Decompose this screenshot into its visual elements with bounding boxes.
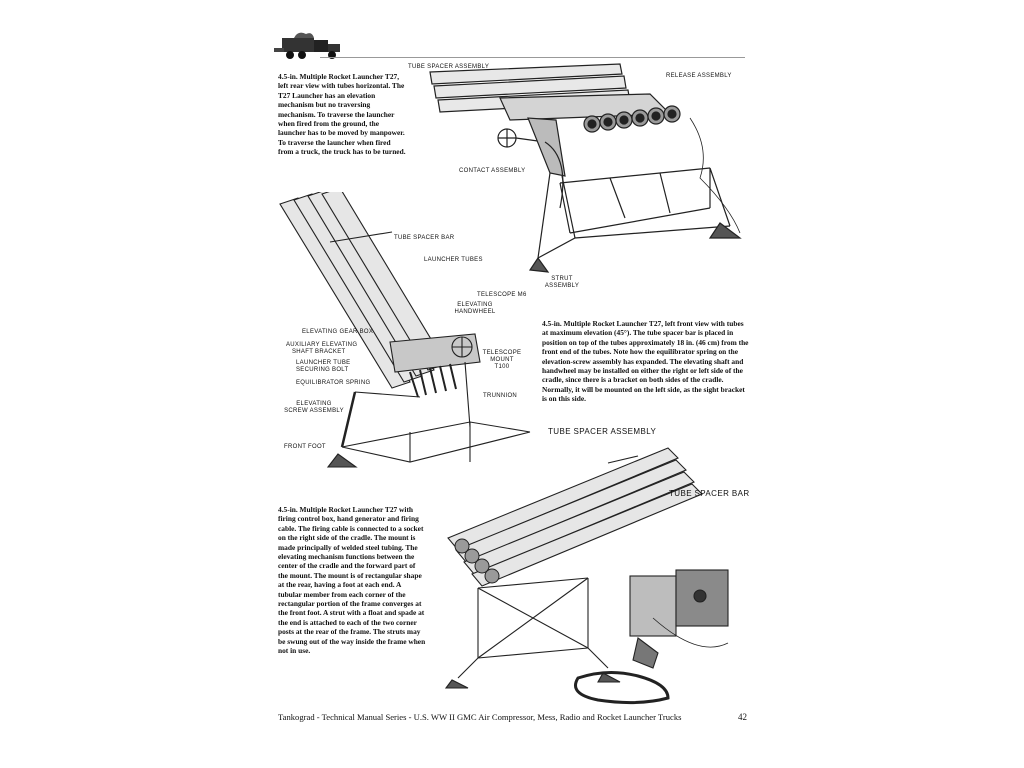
caption-figure-3: 4.5-in. Multiple Rocket Launcher T27 with firing control box, hand generator and firing cable. The firing cable is connected to a socket on the right side of the cradle. The mount is made principally of welded steel tubing. The elevating mechanism functions between the center of the cradle and the forward part of the mount. The mount is of rectangular shape at the rear, having a foot at each end. A tubular member from each corner of the rectangular portion of the frame converges at the front foot. A strut with a float and spade at the end is attached to each of the two corner posts at the rear of the frame. The struts may be swung out of the way inside the frame when not in use.	[278, 505, 426, 656]
footer-series-title: Tankograd - Technical Manual Series - U.S. WW II GMC Air Compressor, Mess, Radio and Rocket Launcher Trucks	[278, 712, 682, 722]
label-tube-spacer-assembly-3: TUBE SPACER ASSEMBLY	[548, 427, 657, 436]
label-mount-line-1: TELESCOPE	[482, 350, 522, 356]
label-auxiliary-elevating-shaft-bracket	[286, 342, 357, 356]
label-bolt-line-1: LAUNCHER TUBE	[296, 360, 351, 366]
label-telescope-m6: TELESCOPE M6	[477, 292, 527, 298]
label-release-assembly: RELEASE ASSEMBLY	[666, 73, 732, 79]
page-number: 42	[738, 712, 747, 722]
label-screw-line-1: ELEVATING	[296, 401, 332, 407]
label-mount-line-2: MOUNT	[490, 357, 514, 363]
label-bolt-line-2: SECURING BOLT	[296, 367, 349, 373]
caption-figure-2: 4.5-in. Multiple Rocket Launcher T27, left front view with tubes at maximum elevation (45°). The tube spacer bar is placed in position on top of the tubes approximately 18 in. (46 cm) from the front end of the tubes. Note how the equilibrator spring on the elevation-screw assembly has expanded. The elevating shaft and handwheel may be installed on either the right or left side of the cradle, since there is a bracket on both sides of the cradle. Normally, it will be mounted on the left side, as the sight bracket is on this side.	[542, 319, 749, 404]
caption-figure-1: 4.5-in. Multiple Rocket Launcher T27, left rear view with tubes horizontal. The T27 Launcher has an elevation mechanism but no traversing mechanism. To traverse the launcher when fired from the ground, the launcher has to be moved by manpower. To traverse the launcher when fired from a truck, the truck has to be turned.	[278, 72, 406, 157]
label-launcher-tube-securing-bolt	[296, 360, 350, 374]
label-trunnion: TRUNNION	[483, 393, 518, 399]
label-strut-assembly	[543, 276, 581, 290]
label-tube-spacer-bar-3: TUBE SPACER BAR	[669, 489, 750, 498]
label-tube-spacer-bar-2: TUBE SPACER BAR	[394, 235, 455, 241]
label-elevating-handwheel-line-2: HANDWHEEL	[454, 309, 496, 315]
label-aux-line-2: SHAFT BRACKET	[292, 349, 346, 355]
label-strut-line-2: ASSEMBLY	[544, 283, 580, 289]
label-tube-spacer-assembly: TUBE SPACER ASSEMBLY	[408, 64, 490, 70]
label-elevating-gear-box: ELEVATING GEAR BOX	[302, 329, 374, 335]
label-front-foot: FRONT FOOT	[284, 444, 326, 450]
label-equilibrator-spring: EQUILIBRATOR SPRING	[296, 380, 371, 386]
label-strut-line-1: STRUT	[551, 276, 573, 282]
label-aux-line-1: AUXILIARY ELEVATING	[286, 342, 358, 348]
label-elevating-screw-assembly	[284, 401, 344, 415]
label-launcher-tubes: LAUNCHER TUBES	[424, 257, 483, 263]
label-elevating-handwheel-line-1: ELEVATING	[457, 302, 493, 308]
launcher-firing-control-illustration	[438, 428, 738, 706]
label-telescope-mount-t100	[482, 350, 522, 371]
label-mount-line-3: T100	[494, 364, 510, 370]
label-elevating-handwheel	[452, 302, 498, 316]
label-contact-assembly: CONTACT ASSEMBLY	[459, 168, 526, 174]
label-screw-line-2: SCREW ASSEMBLY	[284, 408, 344, 414]
